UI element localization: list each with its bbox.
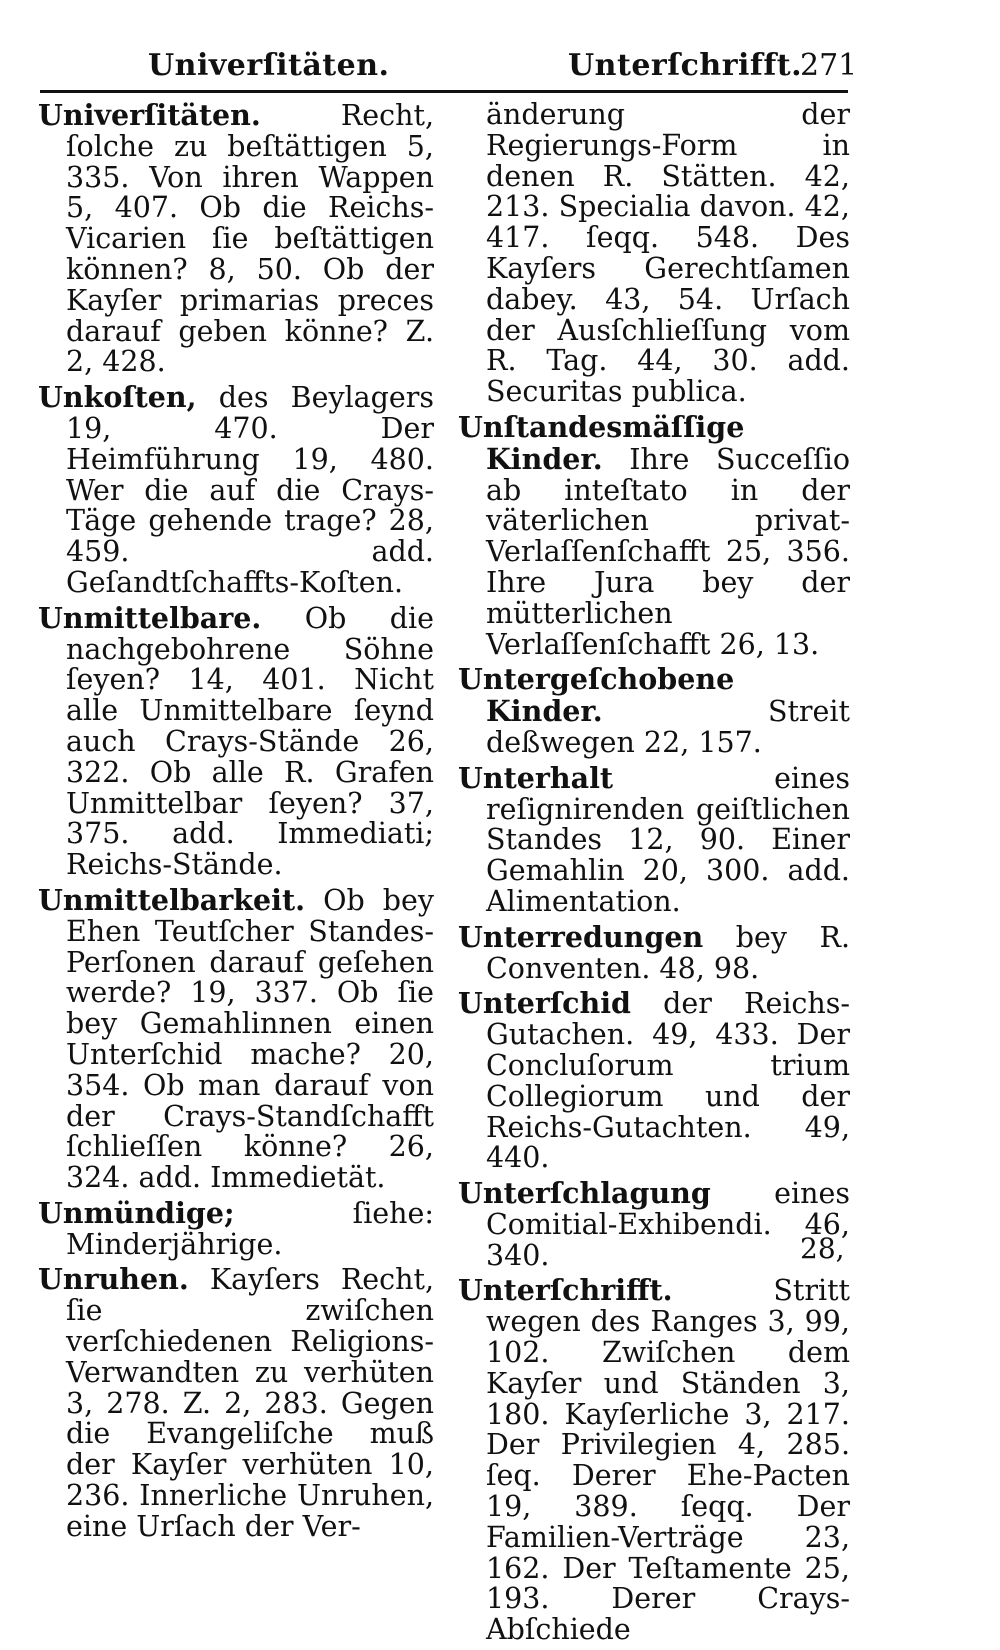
index-entry bbox=[38, 882, 434, 1195]
entry-headword: Unmündige; bbox=[38, 1195, 235, 1230]
left-column bbox=[38, 100, 434, 1547]
index-entry bbox=[458, 664, 850, 758]
index-entry bbox=[38, 1264, 434, 1542]
right-column bbox=[458, 100, 850, 1650]
entry-headword: Univerſitäten. bbox=[38, 98, 261, 132]
entry-text: der Reichs-Gutachen. 49, 433. Der Concluſorum trium Collegiorum und der Reichs-Gutachten. 49, 440. bbox=[486, 987, 851, 1175]
index-entry bbox=[38, 100, 434, 378]
index-entry bbox=[458, 1275, 850, 1646]
entry-text: bey R. Conventen. 48, 98. bbox=[486, 920, 850, 985]
entry-headword: Unterſchlagung bbox=[458, 1176, 711, 1211]
running-header bbox=[40, 40, 860, 90]
entry-text: Streit deßwegen 22, 157. bbox=[486, 695, 850, 759]
entry-text: ſiehe: Minderjährige. bbox=[66, 1196, 434, 1261]
entry-headword: Untergeſchobene Kinder. bbox=[458, 662, 735, 729]
entry-headword: Unterhalt bbox=[458, 760, 614, 795]
entry-text: Recht, ſolche zu beſtättigen 5, 335. Von ihren Wappen 5, 407. Ob die Reichs-Vicarien ſie beſtättigen können? 8, 50. Ob der Kayſer primarias preces darauf geben könne? Z. 2, 428. bbox=[66, 99, 434, 379]
entry-headword: Unmittelbarkeit. bbox=[38, 882, 306, 917]
entry-headword: Unterredungen bbox=[458, 919, 704, 954]
entry-text: eines reſignirenden geiſtlichen Standes 12, 90. Einer Gemahlin 20, 300. add. Alimentation. bbox=[486, 761, 850, 918]
entry-headword: Unmittelbare. bbox=[38, 600, 262, 635]
entry-headword: Unterſchid bbox=[458, 986, 631, 1021]
catchword: 28, bbox=[800, 1232, 845, 1265]
index-entry bbox=[458, 1178, 850, 1271]
entry-text: änderung der Regierungs-Form in denen R. Stätten. 42, 213. Specialia davon. 42, 417. ſeqq. 548. Des Kayſers Gerechtſamen dabey. 43, 54. Urſach der Ausſchlieſſung vom R. Tag. 44, 30. add. Securitas publica. bbox=[486, 98, 850, 409]
entry-text: Ihre Succeſſio ab inteſtato in der väterlichen privat-Verlaſſenſchafft 25, 356. Ihre Jura bey der mütterlichen Verlaſſenſchafft 26, 13. bbox=[486, 442, 850, 661]
entry-text: Ob bey Ehen Teutſcher Standes-Perſonen darauf geſehen werde? 19, 337. Ob ſie bey Gemahlinnen einen Unterſchid mache? 20, 354. Ob man darauf von der Crays-Standſchafft ſchlieſſen könne? 26, 324. add. Immedietät. bbox=[66, 883, 434, 1195]
index-entry bbox=[458, 760, 850, 918]
entry-text: Ob die nachgebohrene Söhne ſeyen? 14, 401. Nicht alle Unmittelbare ſeynd auch Crays-Stände 26, 322. Ob alle R. Grafen Unmittelbar ſeyen? 37, 375. add. Immediati; Reichs-Stände. bbox=[66, 601, 434, 882]
header-rule bbox=[40, 90, 848, 93]
entry-headword: Unruhen. bbox=[38, 1262, 189, 1297]
entry-text: Stritt wegen des Ranges 3, 99, 102. Zwiſchen dem Kayſer und Ständen 3, 180. Kayſerliche 3, 217. Der Privilegien 4, 285. ſeq. Derer Ehe-Pacten 19, 389. ſeqq. Der Familien-Verträge 23, 162. Der Teſtamente 25, 193. Derer Crays-Abſchiede bbox=[486, 1274, 850, 1647]
entry-text: des Beylagers 19, 470. Der Heimführung 19, 480. Wer die auf die Crays-Täge gehende trage? 28, 459. add. Geſandtſchaffts-Koſten. bbox=[66, 381, 435, 599]
header-left-title: Univerſitäten. bbox=[148, 48, 390, 83]
index-entry bbox=[38, 1195, 434, 1261]
index-entry bbox=[38, 600, 434, 882]
entry-text: Kayſers Recht, ſie zwiſchen verſchiedenen Religions-Verwandten zu verhüten 3, 278. Z. 2, 283. Gegen die Evangeliſche muß der Kayſer verhüten 10, 236. Innerliche Unruhen, eine Urſach der Ver- bbox=[66, 1263, 435, 1543]
index-entry-continuation bbox=[458, 100, 850, 408]
index-entry bbox=[458, 409, 850, 661]
entry-headword: Unſtandesmäſſige Kinder. bbox=[458, 409, 745, 476]
index-entry bbox=[38, 382, 434, 599]
entry-text: eines Comitial-Exhibendi. 46, 340. bbox=[486, 1177, 850, 1272]
index-entry bbox=[458, 919, 850, 985]
header-right-title: Unterſchrifft. bbox=[568, 48, 803, 83]
entry-headword: Unterſchrifft. bbox=[458, 1273, 673, 1308]
entry-headword: Unkoſten, bbox=[38, 380, 197, 415]
page-number: 271 bbox=[800, 48, 858, 83]
index-entry bbox=[458, 988, 850, 1174]
